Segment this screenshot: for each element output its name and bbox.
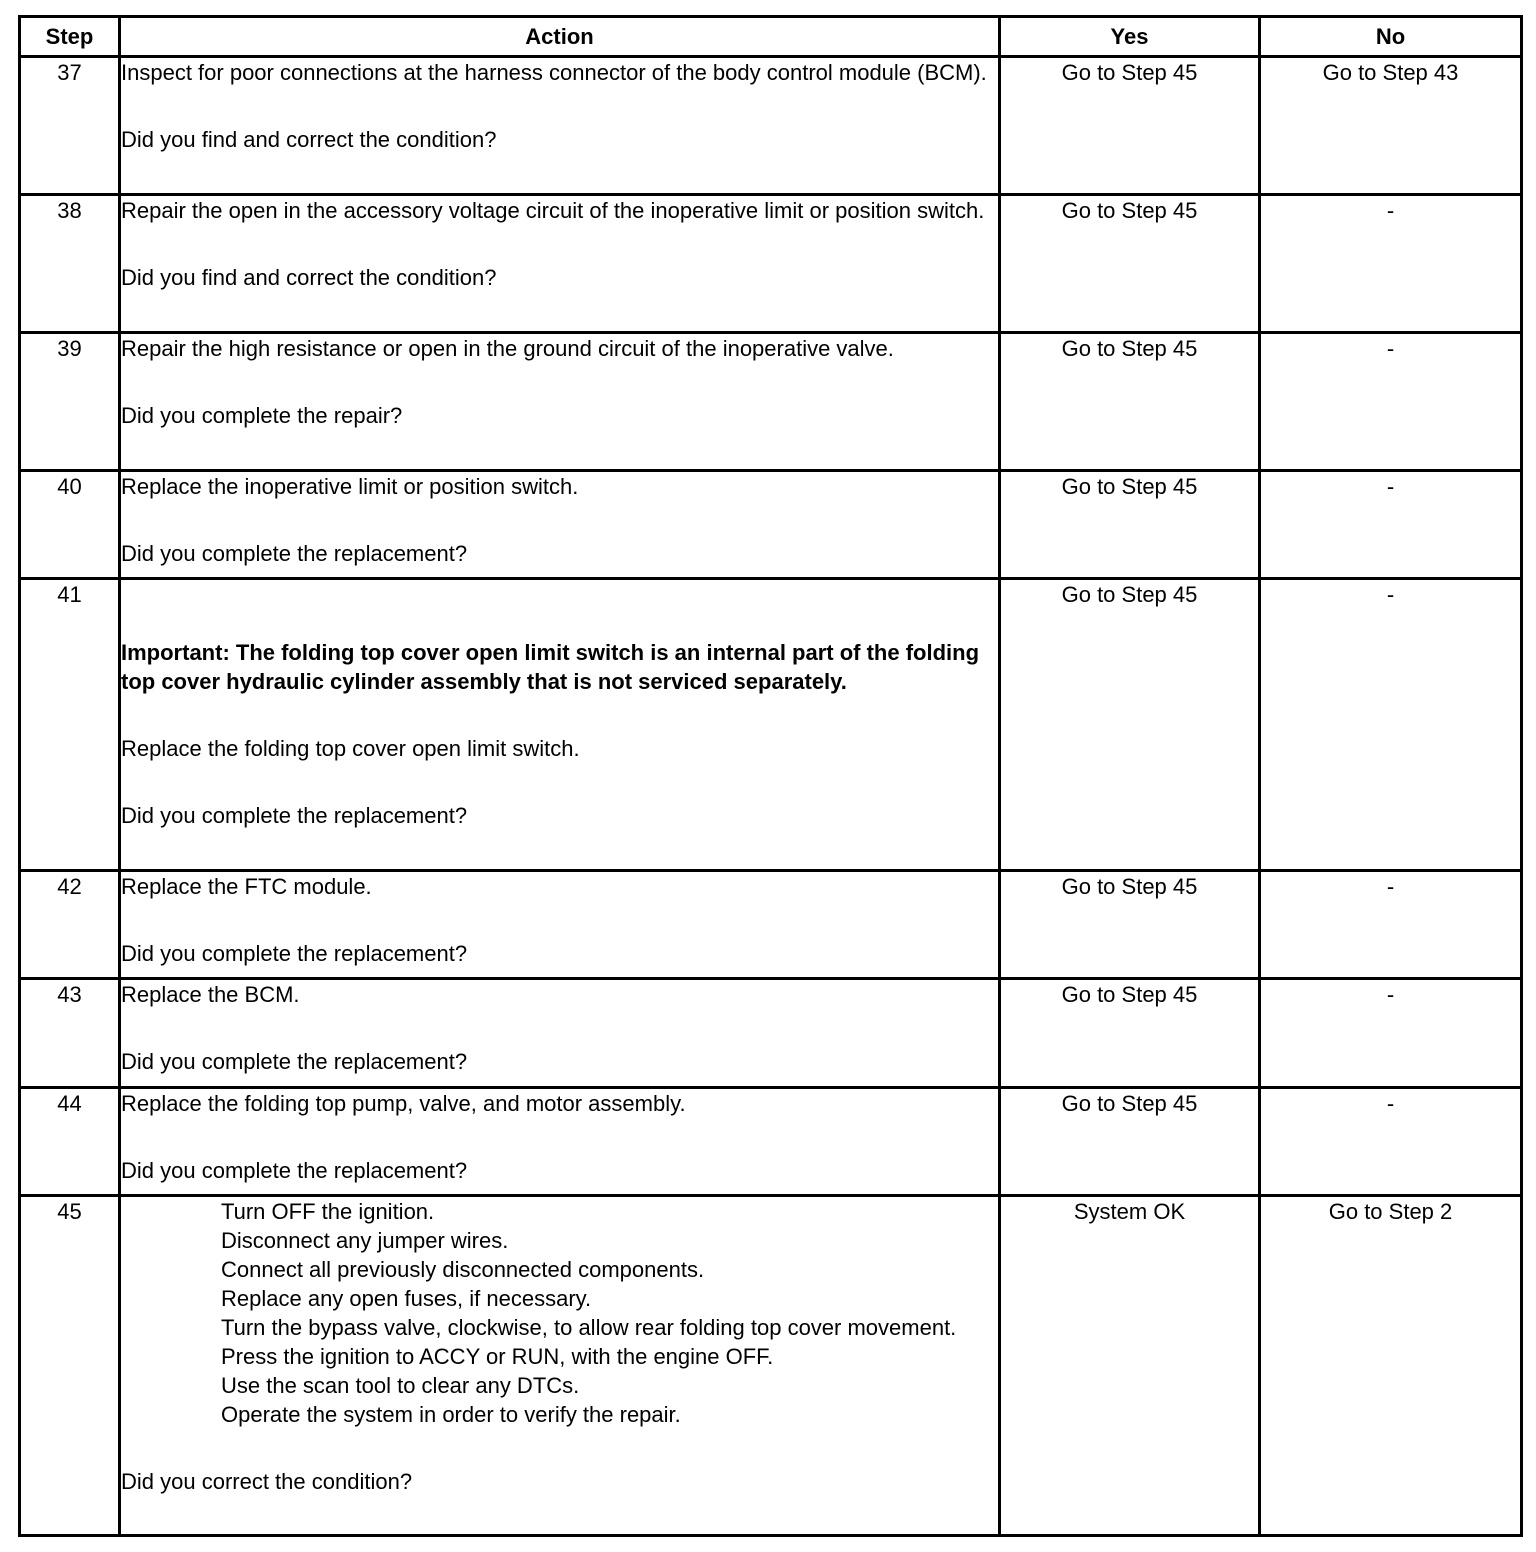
no-cell: -: [1260, 333, 1522, 471]
action-text: Replace the FTC module.: [121, 874, 372, 899]
yes-cell: System OK: [1000, 1196, 1260, 1536]
list-item: Turn the bypass valve, clockwise, to allow rear folding top cover movement.: [221, 1315, 957, 1340]
step-number: 44: [20, 1088, 120, 1196]
action-text: Repair the high resistance or open in the ground circuit of the inoperative valve.: [121, 336, 894, 361]
step-number: 45: [20, 1196, 120, 1536]
action-cell: [120, 871, 1000, 979]
yes-cell: Go to Step 45: [1000, 1088, 1260, 1196]
action-cell: [120, 979, 1000, 1088]
action-cell: [120, 579, 1000, 871]
table-row: [20, 195, 1522, 333]
table-row: [20, 471, 1522, 579]
action-question: Did you complete the replacement?: [121, 1158, 468, 1183]
action-cell: [120, 1088, 1000, 1196]
no-cell: -: [1260, 871, 1522, 979]
step-number: 39: [20, 333, 120, 471]
list-item: Use the scan tool to clear any DTCs.: [221, 1373, 580, 1398]
step-number: 43: [20, 979, 120, 1088]
table-row: [20, 979, 1522, 1088]
step-number: 38: [20, 195, 120, 333]
action-text: Replace the inoperative limit or position switch.: [121, 474, 579, 499]
table-row: [20, 1196, 1522, 1536]
action-question: Did you correct the condition?: [121, 1469, 413, 1494]
important-note: Important: The folding top cover open limit switch is an internal part of the folding top cover hydraulic cylinder assembly that is not serviced separately.: [121, 640, 980, 694]
yes-cell: Go to Step 45: [1000, 579, 1260, 871]
step-number: 42: [20, 871, 120, 979]
action-cell: [120, 471, 1000, 579]
table-row: [20, 1088, 1522, 1196]
header-action: Action: [120, 17, 1000, 57]
step-number: 37: [20, 57, 120, 195]
header-no: No: [1260, 17, 1522, 57]
no-cell: -: [1260, 195, 1522, 333]
action-question: Did you find and correct the condition?: [121, 127, 497, 152]
table-row: [20, 333, 1522, 471]
yes-cell: Go to Step 45: [1000, 195, 1260, 333]
list-item: Connect all previously disconnected components.: [221, 1257, 705, 1282]
diagnostic-table: [18, 15, 1523, 1537]
action-text: Replace the folding top pump, valve, and motor assembly.: [121, 1091, 686, 1116]
action-text: Repair the open in the accessory voltage circuit of the inoperative limit or position switch.: [121, 198, 985, 223]
table-row: [20, 871, 1522, 979]
action-question: Did you complete the replacement?: [121, 541, 468, 566]
no-cell: Go to Step 43: [1260, 57, 1522, 195]
action-question: Did you complete the replacement?: [121, 803, 468, 828]
header-row: [20, 17, 1522, 57]
header-step: Step: [20, 17, 120, 57]
step-number: 40: [20, 471, 120, 579]
step-number: 41: [20, 579, 120, 871]
procedure-list: [121, 1197, 998, 1429]
no-cell: -: [1260, 1088, 1522, 1196]
list-item: Replace any open fuses, if necessary.: [221, 1286, 592, 1311]
no-cell: -: [1260, 979, 1522, 1088]
action-cell: [120, 57, 1000, 195]
yes-cell: Go to Step 45: [1000, 471, 1260, 579]
yes-cell: Go to Step 45: [1000, 57, 1260, 195]
action-text: Replace the BCM.: [121, 982, 300, 1007]
action-text: Inspect for poor connections at the harness connector of the body control module (BCM).: [121, 60, 987, 85]
list-item: Turn OFF the ignition.: [221, 1199, 435, 1224]
header-yes: Yes: [1000, 17, 1260, 57]
action-cell: [120, 195, 1000, 333]
no-cell: Go to Step 2: [1260, 1196, 1522, 1536]
yes-cell: Go to Step 45: [1000, 333, 1260, 471]
list-item: Operate the system in order to verify the repair.: [221, 1402, 681, 1427]
yes-cell: Go to Step 45: [1000, 979, 1260, 1088]
no-cell: -: [1260, 471, 1522, 579]
action-cell: [120, 1196, 1000, 1536]
yes-cell: Go to Step 45: [1000, 871, 1260, 979]
action-cell: [120, 333, 1000, 471]
action-question: Did you complete the repair?: [121, 403, 403, 428]
action-text: Replace the folding top cover open limit switch.: [121, 736, 580, 761]
no-cell: -: [1260, 579, 1522, 871]
list-item: Disconnect any jumper wires.: [221, 1228, 509, 1253]
table-row: [20, 579, 1522, 871]
action-question: Did you complete the replacement?: [121, 941, 468, 966]
table-row: [20, 57, 1522, 195]
list-item: Press the ignition to ACCY or RUN, with the engine OFF.: [221, 1344, 774, 1369]
action-question: Did you complete the replacement?: [121, 1049, 468, 1074]
action-question: Did you find and correct the condition?: [121, 265, 497, 290]
